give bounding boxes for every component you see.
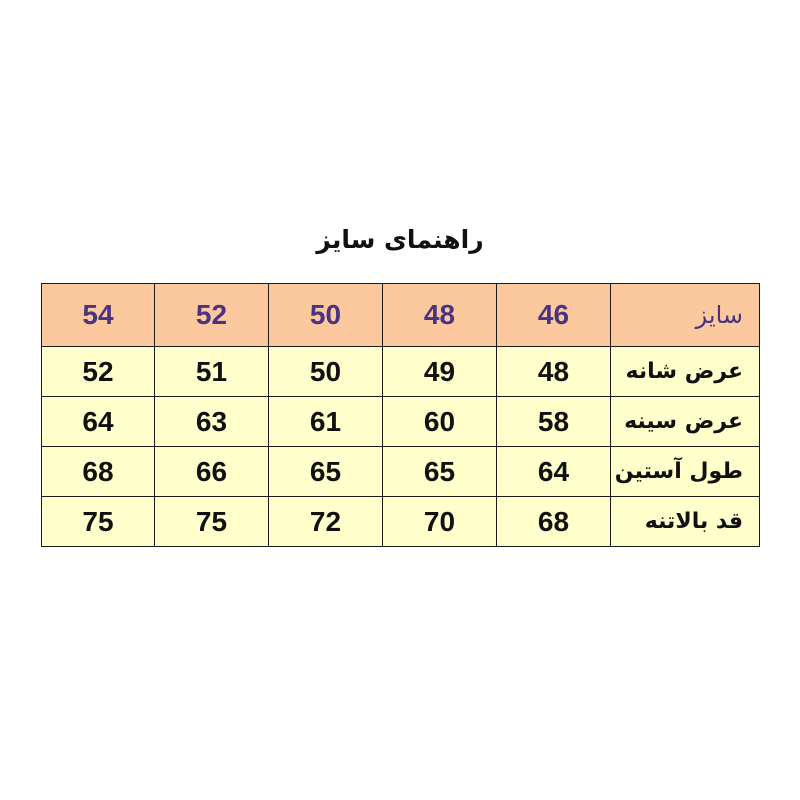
table-cell: 60 xyxy=(383,397,497,447)
header-size-52: 52 xyxy=(155,284,269,347)
table-cell: 64 xyxy=(497,447,611,497)
table-cell: 75 xyxy=(155,497,269,547)
table-cell: 68 xyxy=(497,497,611,547)
table-cell: 52 xyxy=(42,347,155,397)
table-header-row xyxy=(42,284,760,347)
header-size-46: 46 xyxy=(497,284,611,347)
table-cell: 68 xyxy=(42,447,155,497)
row-label-chest-width: عرض سینه xyxy=(611,397,760,447)
table-cell: 70 xyxy=(383,497,497,547)
table-cell: 58 xyxy=(497,397,611,447)
table-row xyxy=(42,447,760,497)
table-cell: 48 xyxy=(497,347,611,397)
table-cell: 65 xyxy=(269,447,383,497)
row-label-sleeve-length: طول آستین xyxy=(611,447,760,497)
table-cell: 65 xyxy=(383,447,497,497)
table-cell: 61 xyxy=(269,397,383,447)
table-cell: 49 xyxy=(383,347,497,397)
size-chart-table xyxy=(41,283,760,547)
header-size-48: 48 xyxy=(383,284,497,347)
size-guide-title: راهنمای سایز xyxy=(316,225,484,254)
table-cell: 64 xyxy=(42,397,155,447)
table-cell: 66 xyxy=(155,447,269,497)
header-size-label: سایز xyxy=(611,284,760,347)
row-label-torso-length: قد بالاتنه xyxy=(611,497,760,547)
table-cell: 51 xyxy=(155,347,269,397)
table-row xyxy=(42,397,760,447)
table-cell: 75 xyxy=(42,497,155,547)
table-row xyxy=(42,497,760,547)
header-size-54: 54 xyxy=(42,284,155,347)
header-size-50: 50 xyxy=(269,284,383,347)
table-cell: 72 xyxy=(269,497,383,547)
table-cell: 63 xyxy=(155,397,269,447)
table-row xyxy=(42,347,760,397)
table-cell: 50 xyxy=(269,347,383,397)
row-label-shoulder-width: عرض شانه xyxy=(611,347,760,397)
